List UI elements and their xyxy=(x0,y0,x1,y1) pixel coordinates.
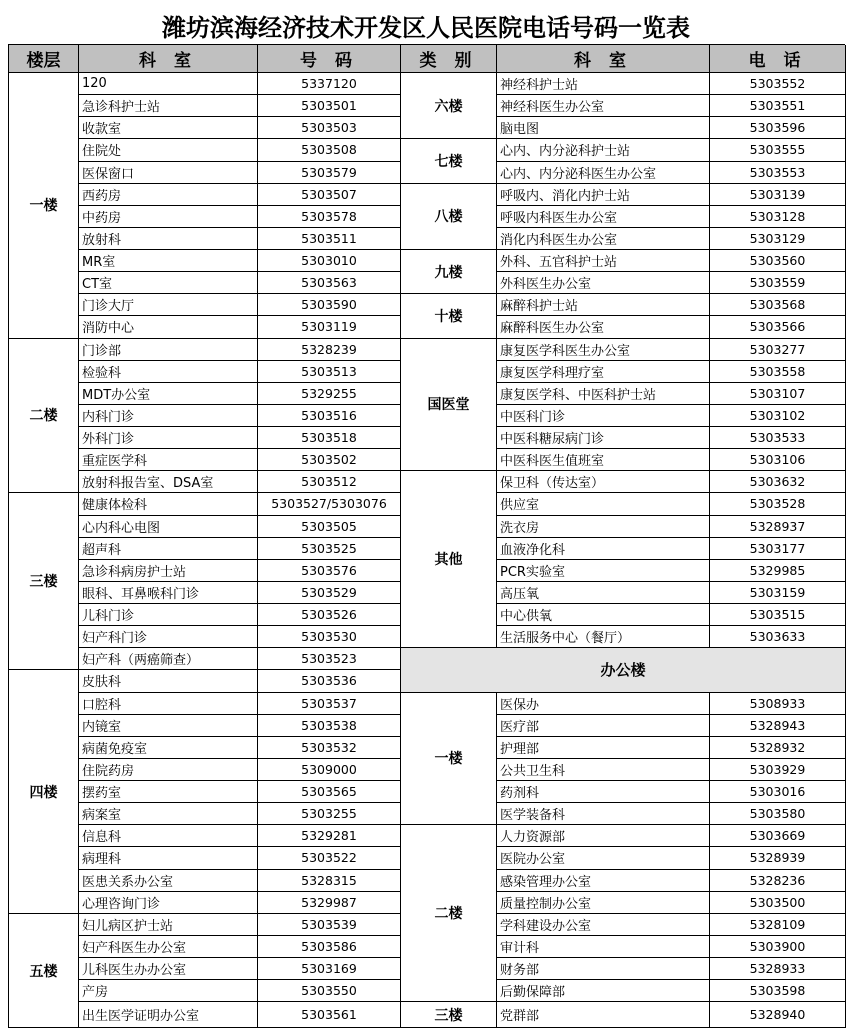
phone-number: 5328943 xyxy=(710,715,846,737)
department-name: 心内、内分泌科护士站 xyxy=(497,139,710,161)
phone-number: 5303563 xyxy=(258,272,401,294)
department-name: 医保窗口 xyxy=(79,162,258,184)
phone-number: 5303255 xyxy=(258,803,401,825)
department-name: 消防中心 xyxy=(79,316,258,338)
department-name: 放射科报告室、DSA室 xyxy=(79,471,258,493)
department-name: 医患关系办公室 xyxy=(79,870,258,892)
header-number: 号 码 xyxy=(258,45,401,73)
department-name: 重症医学科 xyxy=(79,449,258,471)
phone-number: 5303566 xyxy=(710,316,846,338)
department-name: 呼吸内科医生办公室 xyxy=(497,206,710,228)
phone-number: 5303550 xyxy=(258,980,401,1002)
phone-number: 5303177 xyxy=(710,538,846,560)
department-name: 心理咨询门诊 xyxy=(79,892,258,914)
department-name: 住院药房 xyxy=(79,759,258,781)
category-label: 八楼 xyxy=(401,184,497,250)
phone-number: 5303515 xyxy=(710,604,846,626)
department-name: 呼吸内、消化内护士站 xyxy=(497,184,710,206)
department-name: 儿科门诊 xyxy=(79,604,258,626)
phone-number: 5303507 xyxy=(258,184,401,206)
department-name: 医疗部 xyxy=(497,715,710,737)
phone-number: 5303526 xyxy=(258,604,401,626)
phone-number: 5303552 xyxy=(710,73,846,95)
department-name: PCR实验室 xyxy=(497,560,710,582)
department-name: 急诊科护士站 xyxy=(79,95,258,117)
phone-number: 5303128 xyxy=(710,206,846,228)
phone-number: 5303503 xyxy=(258,117,401,139)
phone-number: 5328937 xyxy=(710,516,846,538)
department-name: 心内科心电图 xyxy=(79,516,258,538)
department-name: MR室 xyxy=(79,250,258,272)
phone-number: 5303559 xyxy=(710,272,846,294)
phone-number: 5303565 xyxy=(258,781,401,803)
phone-number: 5303578 xyxy=(258,206,401,228)
phone-number: 5328932 xyxy=(710,737,846,759)
department-name: 信息科 xyxy=(79,825,258,847)
phone-number: 5303530 xyxy=(258,626,401,648)
phone-number: 5303528 xyxy=(710,493,846,515)
phone-number: 5303579 xyxy=(258,162,401,184)
department-name: 眼科、耳鼻喉科门诊 xyxy=(79,582,258,604)
category-label: 六楼 xyxy=(401,73,497,139)
department-name: 麻醉科医生办公室 xyxy=(497,316,710,338)
floor-label: 二楼 xyxy=(9,339,79,494)
phone-number: 5303505 xyxy=(258,516,401,538)
phone-number: 5329255 xyxy=(258,383,401,405)
department-name: 放射科 xyxy=(79,228,258,250)
phone-number: 5303525 xyxy=(258,538,401,560)
department-name: 120 xyxy=(79,73,258,95)
department-name: 外科医生办公室 xyxy=(497,272,710,294)
phone-number: 5337120 xyxy=(258,73,401,95)
department-name: 医保办 xyxy=(497,693,710,715)
department-name: 麻醉科护士站 xyxy=(497,294,710,316)
department-name: 康复医学科理疗室 xyxy=(497,361,710,383)
phone-number: 5303500 xyxy=(710,892,846,914)
department-name: 康复医学科医生办公室 xyxy=(497,339,710,361)
department-name: 感染管理办公室 xyxy=(497,870,710,892)
header-category: 类 别 xyxy=(401,45,497,73)
phone-number: 5303516 xyxy=(258,405,401,427)
phone-number: 5303277 xyxy=(710,339,846,361)
department-name: 检验科 xyxy=(79,361,258,383)
phone-directory-table xyxy=(8,44,845,1028)
phone-number: 5303561 xyxy=(258,1002,401,1028)
phone-number: 5303532 xyxy=(258,737,401,759)
phone-number: 5303555 xyxy=(710,139,846,161)
phone-number: 5303501 xyxy=(258,95,401,117)
phone-number: 5303633 xyxy=(710,626,846,648)
phone-number: 5303518 xyxy=(258,427,401,449)
phone-number: 5328315 xyxy=(258,870,401,892)
department-name: 高压氧 xyxy=(497,582,710,604)
department-name: 西药房 xyxy=(79,184,258,206)
phone-number: 5303139 xyxy=(710,184,846,206)
department-name: 人力资源部 xyxy=(497,825,710,847)
phone-number: 5303512 xyxy=(258,471,401,493)
phone-number: 5303102 xyxy=(710,405,846,427)
department-name: CT室 xyxy=(79,272,258,294)
department-name: 公共卫生科 xyxy=(497,759,710,781)
phone-number: 5303513 xyxy=(258,361,401,383)
floor-label: 一楼 xyxy=(9,73,79,339)
department-name: 健康体检科 xyxy=(79,493,258,515)
category-label: 七楼 xyxy=(401,139,497,183)
department-name: 内科门诊 xyxy=(79,405,258,427)
category-label: 九楼 xyxy=(401,250,497,294)
department-name: 中医科门诊 xyxy=(497,405,710,427)
department-name: 住院处 xyxy=(79,139,258,161)
phone-number: 5303502 xyxy=(258,449,401,471)
phone-number: 5328933 xyxy=(710,958,846,980)
header-phone: 电 话 xyxy=(710,45,846,73)
department-name: 审计科 xyxy=(497,936,710,958)
phone-number: 5303568 xyxy=(710,294,846,316)
department-name: 外科门诊 xyxy=(79,427,258,449)
floor-label: 三楼 xyxy=(9,493,79,670)
phone-number: 5303119 xyxy=(258,316,401,338)
phone-number: 5303900 xyxy=(710,936,846,958)
department-name: 供应室 xyxy=(497,493,710,515)
department-name: 党群部 xyxy=(497,1002,710,1028)
department-name: 摆药室 xyxy=(79,781,258,803)
department-name: 中药房 xyxy=(79,206,258,228)
phone-number: 5303539 xyxy=(258,914,401,936)
department-name: 洗衣房 xyxy=(497,516,710,538)
department-name: 妇产科门诊 xyxy=(79,626,258,648)
phone-number: 5309000 xyxy=(258,759,401,781)
department-name: 医学装备科 xyxy=(497,803,710,825)
category-label: 十楼 xyxy=(401,294,497,338)
department-name: 产房 xyxy=(79,980,258,1002)
department-name: 康复医学科、中医科护士站 xyxy=(497,383,710,405)
department-name: 医院办公室 xyxy=(497,847,710,869)
department-name: 口腔科 xyxy=(79,693,258,715)
phone-number: 5303669 xyxy=(710,825,846,847)
phone-number: 5303586 xyxy=(258,936,401,958)
phone-number: 5303590 xyxy=(258,294,401,316)
department-name: 急诊科病房护士站 xyxy=(79,560,258,582)
department-name: 保卫科（传达室） xyxy=(497,471,710,493)
department-name: 收款室 xyxy=(79,117,258,139)
phone-number: 5303508 xyxy=(258,139,401,161)
phone-number: 5303576 xyxy=(258,560,401,582)
phone-number: 5303107 xyxy=(710,383,846,405)
phone-number: 5303551 xyxy=(710,95,846,117)
phone-number: 5329987 xyxy=(258,892,401,914)
department-name: 儿科医生办办公室 xyxy=(79,958,258,980)
header-department-left: 科 室 xyxy=(79,45,258,73)
phone-number: 5328239 xyxy=(258,339,401,361)
phone-number: 5303536 xyxy=(258,670,401,692)
phone-number: 5303169 xyxy=(258,958,401,980)
phone-number: 5303522 xyxy=(258,847,401,869)
phone-number: 5303537 xyxy=(258,693,401,715)
department-name: 后勤保障部 xyxy=(497,980,710,1002)
phone-number: 5303553 xyxy=(710,162,846,184)
phone-number: 5308933 xyxy=(710,693,846,715)
phone-number: 5303527/5303076 xyxy=(258,493,401,515)
office-building-section-header: 办公楼 xyxy=(401,648,846,692)
phone-number: 5303632 xyxy=(710,471,846,493)
phone-number: 5328236 xyxy=(710,870,846,892)
floor-label: 五楼 xyxy=(9,914,79,1029)
phone-number: 5303929 xyxy=(710,759,846,781)
department-name: 脑电图 xyxy=(497,117,710,139)
department-name: 消化内科医生办公室 xyxy=(497,228,710,250)
phone-number: 5328940 xyxy=(710,1002,846,1028)
department-name: 超声科 xyxy=(79,538,258,560)
department-name: 护理部 xyxy=(497,737,710,759)
phone-number: 5303511 xyxy=(258,228,401,250)
department-name: 妇产科医生办公室 xyxy=(79,936,258,958)
department-name: 药剂科 xyxy=(497,781,710,803)
department-name: MDT办公室 xyxy=(79,383,258,405)
phone-number: 5303580 xyxy=(710,803,846,825)
category-label: 国医堂 xyxy=(401,339,497,472)
department-name: 中医科医生值班室 xyxy=(497,449,710,471)
phone-number: 5303596 xyxy=(710,117,846,139)
phone-number: 5303538 xyxy=(258,715,401,737)
department-name: 门诊大厅 xyxy=(79,294,258,316)
header-department-right: 科 室 xyxy=(497,45,710,73)
department-name: 门诊部 xyxy=(79,339,258,361)
phone-number: 5303598 xyxy=(710,980,846,1002)
department-name: 病理科 xyxy=(79,847,258,869)
floor-label: 四楼 xyxy=(9,670,79,913)
phone-number: 5329985 xyxy=(710,560,846,582)
department-name: 病案室 xyxy=(79,803,258,825)
phone-number: 5303106 xyxy=(710,449,846,471)
department-name: 妇产科（两癌筛查） xyxy=(79,648,258,670)
department-name: 神经科护士站 xyxy=(497,73,710,95)
phone-number: 5329281 xyxy=(258,825,401,847)
phone-number: 5303558 xyxy=(710,361,846,383)
phone-number: 5303159 xyxy=(710,582,846,604)
department-name: 中医科糖尿病门诊 xyxy=(497,427,710,449)
department-name: 妇儿病区护士站 xyxy=(79,914,258,936)
department-name: 财务部 xyxy=(497,958,710,980)
department-name: 病菌免疫室 xyxy=(79,737,258,759)
phone-number: 5303016 xyxy=(710,781,846,803)
phone-number: 5303529 xyxy=(258,582,401,604)
category-label: 其他 xyxy=(401,471,497,648)
department-name: 外科、五官科护士站 xyxy=(497,250,710,272)
phone-number: 5328109 xyxy=(710,914,846,936)
office-floor-label: 一楼 xyxy=(401,693,497,826)
department-name: 出生医学证明办公室 xyxy=(79,1002,258,1028)
phone-number: 5303533 xyxy=(710,427,846,449)
phone-number: 5303523 xyxy=(258,648,401,670)
phone-number: 5328939 xyxy=(710,847,846,869)
department-name: 生活服务中心（餐厅） xyxy=(497,626,710,648)
phone-number: 5303560 xyxy=(710,250,846,272)
phone-number: 5303129 xyxy=(710,228,846,250)
department-name: 心内、内分泌科医生办公室 xyxy=(497,162,710,184)
office-floor-label: 二楼 xyxy=(401,825,497,1002)
department-name: 学科建设办公室 xyxy=(497,914,710,936)
page-title: 潍坊滨海经济技术开发区人民医院电话号码一览表 xyxy=(162,13,690,42)
department-name: 中心供氧 xyxy=(497,604,710,626)
department-name: 血液净化科 xyxy=(497,538,710,560)
department-name: 神经科医生办公室 xyxy=(497,95,710,117)
office-floor-label: 三楼 xyxy=(401,1002,497,1028)
department-name: 内镜室 xyxy=(79,715,258,737)
department-name: 质量控制办公室 xyxy=(497,892,710,914)
department-name: 皮肤科 xyxy=(79,670,258,692)
header-floor: 楼层 xyxy=(9,45,79,73)
phone-number: 5303010 xyxy=(258,250,401,272)
